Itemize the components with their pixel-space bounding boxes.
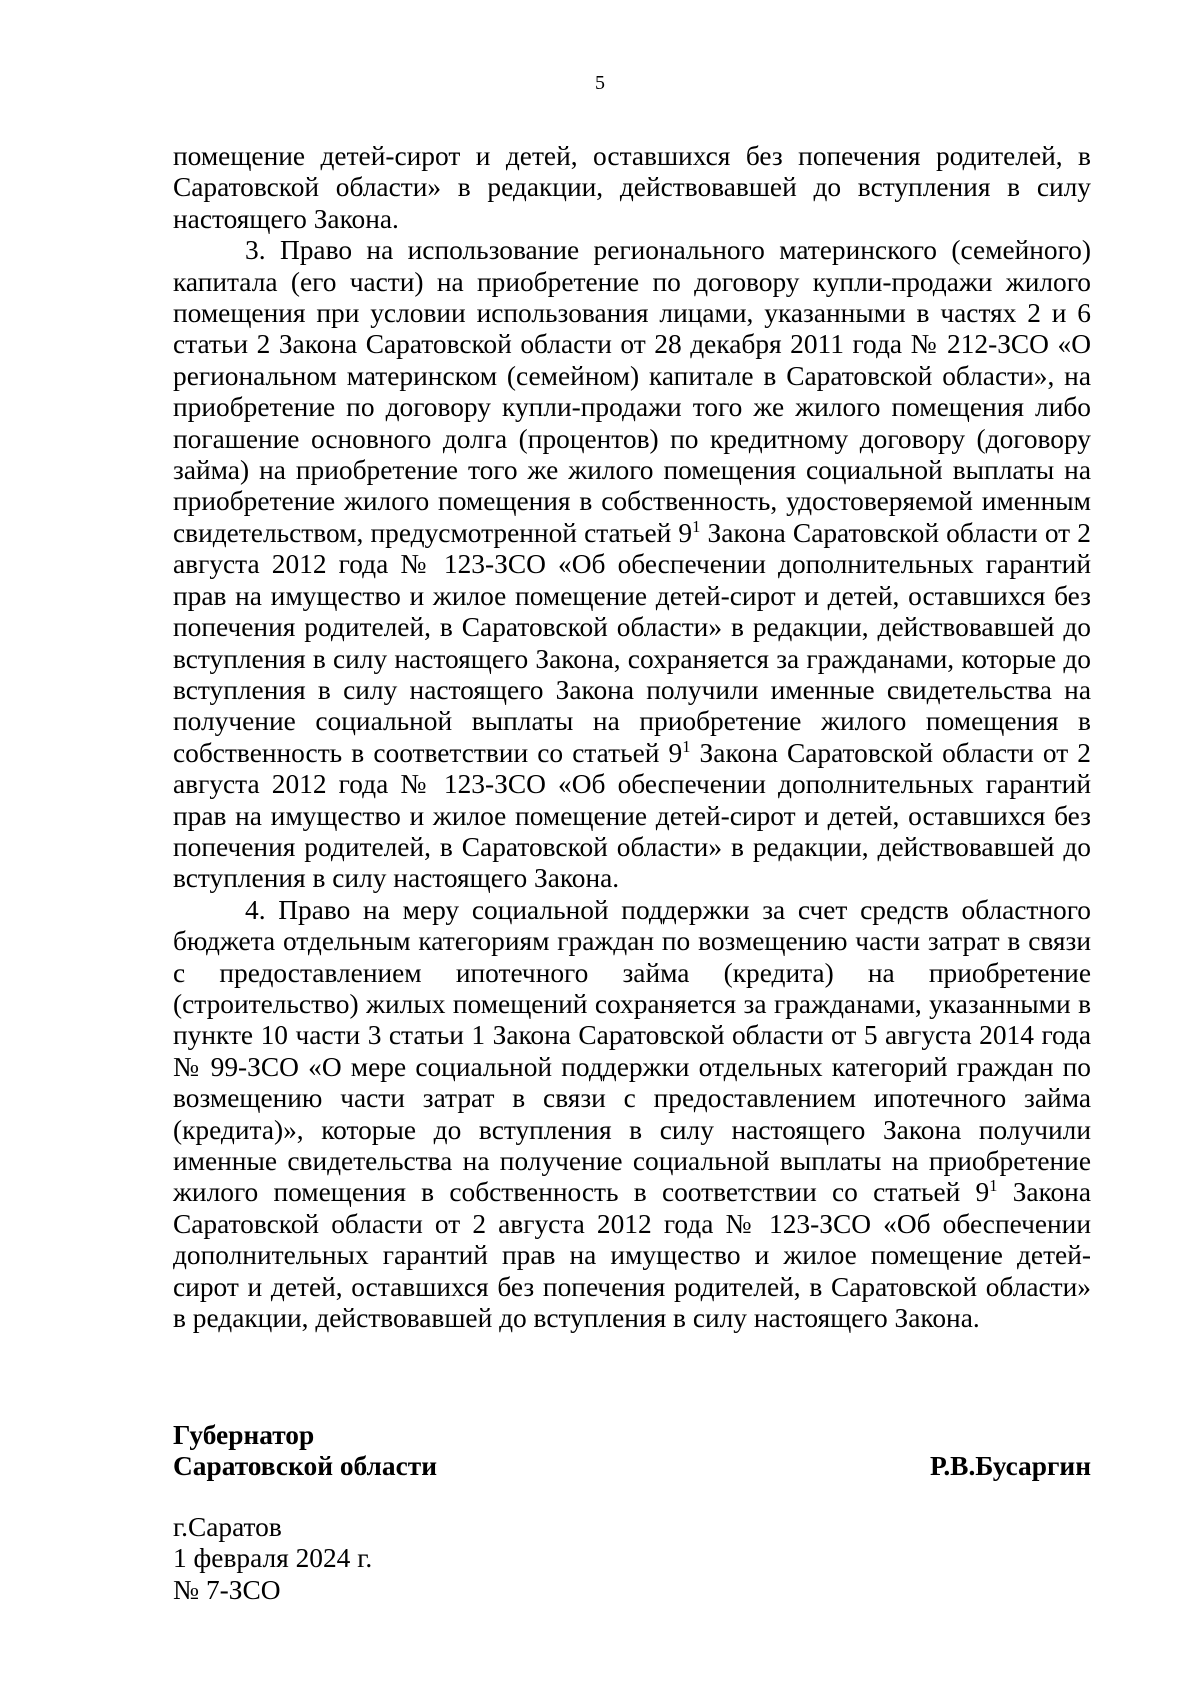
paragraph-3-part-c: Закона Саратовской области от 2 августа 2012 года № 123-ЗСО «Об обеспечении дополнительных гарантий прав на имущество и жилое помещение детей-сирот и детей, оставшихся без попечения родителей, в Саратовской области» в редакции, действовавшей до вступления в силу настоящего Закона.: [173, 737, 1091, 894]
superscript: 1: [692, 516, 701, 536]
superscript: 1: [989, 1176, 998, 1196]
footer-city: г.Саратов: [173, 1512, 282, 1542]
paragraph-4-part-a: 4. Право на меру социальной поддержки за счет средств областного бюджета отдельным категориям граждан по возмещению части затрат в связи с предоставлением ипотечного займа (кредита) на приобретение (строительство) жилых помещений сохраняется за гражданами, указанными в пункте 10 части 3 статьи 1 Закона Саратовской области от 5 августа 2014 года № 99-ЗСО «О мере социальной поддержки отдельных категорий граждан по возмещению части затрат в связи с предоставлением ипотечного займа (кредита)», которые до вступления в силу настоящего Закона получили именные свидетельства на получение социальной выплаты на приобретение жилого помещения в собственность в соответствии со статьей 9: [173, 894, 1091, 1208]
superscript: 1: [682, 736, 691, 756]
footer-number: № 7-ЗСО: [173, 1574, 281, 1605]
document-body: [173, 141, 1091, 1334]
paragraph-4: [173, 895, 1091, 1335]
signatory-name: Р.В.Бусаргин: [930, 1451, 1091, 1482]
page-number: 5: [595, 72, 605, 94]
footer-date: 1 февраля 2024 г.: [173, 1543, 373, 1574]
paragraph-3: [173, 235, 1091, 895]
paragraph-3-part-b: Закона Саратовской области от 2 августа 2012 года № 123-ЗСО «Об обеспечении дополнительных гарантий прав на имущество и жилое помещение детей-сирот и детей, оставшихся без попечения родителей, в Саратовской области» в редакции, действовавшей до вступления в силу настоящего Закона, сохраняется за гражданами, которые до вступления в силу настоящего Закона получили именные свидетельства на получение социальной выплаты на приобретение жилого помещения в собственность в соответствии со статьей 9: [173, 517, 1091, 768]
paragraph-continuation: помещение детей-сирот и детей, оставшихся без попечения родителей, в Саратовской области» в редакции, действовавшей до вступления в силу настоящего Закона.: [173, 141, 1091, 234]
paragraph-4-part-b: Закона Саратовской области от 2 августа 2012 года № 123-ЗСО «Об обеспечении дополнительных гарантий прав на имущество и жилое помещение детей-сирот и детей, оставшихся без попечения родителей, в Саратовской области» в редакции, действовавшей до вступления в силу настоящего Закона.: [173, 1177, 1091, 1334]
signature-block: [173, 1420, 1091, 1483]
signatory-title-line2: Саратовской области: [173, 1451, 437, 1482]
paragraph-3-part-a: 3. Право на использование регионального материнского (семейного) капитала (его части) на приобретение по договору купли-продажи жилого помещения при условии использования лицами, указанными в частях 2 и 6 статьи 2 Закона Саратовской области от 28 декабря 2011 года № 212-ЗСО «О региональном материнском (семейном) капитале в Саратовской области», на приобретение по договору купли-продажи того же жилого помещения либо погашение основного долга (процентов) по кредитному договору (договору займа) на приобретение того же жилого помещения социальной выплаты на приобретение жилого помещения в собственность, удостоверяемой именным свидетельством, предусмотренной статьей 9: [173, 235, 1091, 548]
signatory-title-line1: Губернатор: [173, 1420, 315, 1450]
document-footer: [173, 1512, 372, 1606]
